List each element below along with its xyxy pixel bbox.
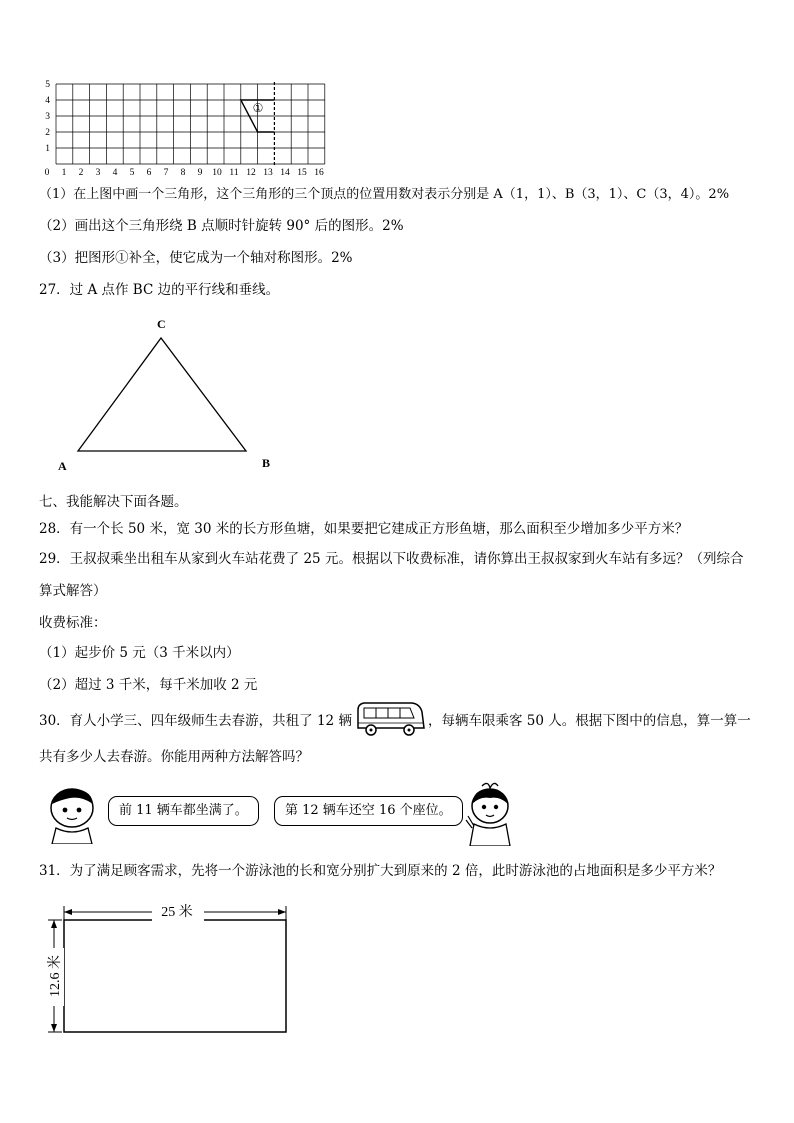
width-label: 12.6 米	[48, 955, 63, 997]
boy-character-icon	[40, 784, 104, 844]
speech-bubble-left: 前 11 辆车都坐满了。	[108, 796, 259, 826]
x-tick-label: 6	[146, 168, 152, 176]
q26-part-1: （1）在上图中画一个三角形，这个三角形的三个顶点的位置用数对表示分别是 A（1，1）、B（3，1）、C（3，4）。2%	[39, 187, 730, 202]
bus-icon	[354, 698, 426, 740]
girl-character-icon	[460, 780, 516, 846]
x-tick-label: 8	[180, 168, 186, 176]
y-tick-label: 2	[45, 128, 50, 138]
section-7-title: 七、我能解决下面各题。	[39, 494, 188, 510]
x-tick-label: 11	[229, 168, 239, 176]
y-tick-labels	[45, 80, 50, 154]
q29-standard-title: 收费标准：	[39, 615, 107, 631]
shape-one-label: ①	[252, 101, 264, 115]
pool-rectangle	[64, 920, 286, 1032]
triangle-abc	[78, 338, 246, 451]
x-tick-label: 7	[163, 168, 169, 176]
x-tick-label: 1	[61, 168, 67, 176]
x-tick-label: 16	[314, 168, 324, 176]
q26-part-3: （3）把图形①补全，使它成为一个轴对称图形。2%	[39, 250, 353, 266]
q29-rule-1: （1）起步价 5 元（3 千米以内）	[39, 645, 240, 661]
x-tick-labels	[45, 168, 324, 176]
q29-line-2: 算式解答）	[39, 583, 107, 599]
x-tick-label: 3	[95, 168, 101, 176]
x-tick-label: 14	[280, 168, 290, 176]
q27-question: 27．过 A 点作 BC 边的平行线和垂线。	[39, 282, 280, 298]
x-tick-label: 5	[129, 168, 135, 176]
x-tick-label: 12	[246, 168, 256, 176]
vertex-label-b: B	[262, 456, 271, 470]
x-tick-label: 10	[212, 168, 222, 176]
coordinate-grid-figure	[36, 78, 326, 176]
x-tick-label: 0	[44, 168, 50, 176]
y-tick-label: 5	[45, 80, 50, 90]
x-tick-label: 9	[197, 168, 203, 176]
vertex-label-a: A	[58, 459, 67, 473]
q29-rule-2: （2）超过 3 千米，每千米加收 2 元	[39, 677, 258, 693]
vertex-label-c: C	[157, 317, 166, 331]
x-tick-label: 13	[263, 168, 273, 176]
x-tick-label: 4	[112, 168, 118, 176]
length-label: 25 米	[161, 905, 193, 920]
q30-line-2: 共有多少人去春游。你能用两种方法解答吗？	[39, 749, 309, 765]
q30-line-1b: ，每辆车限乘客 50 人。根据下图中的信息，算一算一	[428, 713, 751, 729]
q29-line-1: 29．王叔叔乘坐出租车从家到火车站花费了 25 元。根据以下收费标准，请你算出王叔叔家到火车站有多远？（列综合	[39, 551, 744, 567]
triangle-abc-figure	[50, 312, 280, 474]
q31-question: 31．为了满足顾客需求，先将一个游泳池的长和宽分别扩大到原来的 2 倍，此时游泳池的占地面积是多少平方米？	[39, 863, 722, 879]
q30-line-1a: 30．育人小学三、四年级师生去春游，共租了 12 辆	[39, 713, 352, 729]
pool-rectangle-figure	[40, 898, 300, 1038]
x-tick-label: 15	[297, 168, 307, 176]
q26-part-2: （2）画出这个三角形绕 B 点顺时针旋转 90° 后的图形。2%	[39, 218, 404, 234]
speech-bubble-right: 第 12 辆车还空 16 个座位。	[274, 796, 463, 826]
y-tick-label: 1	[45, 144, 50, 154]
x-tick-label: 2	[78, 168, 84, 176]
y-tick-label: 4	[45, 96, 50, 106]
y-tick-label: 3	[45, 112, 50, 122]
q28-question: 28．有一个长 50 米，宽 30 米的长方形鱼塘，如果要把它建成正方形鱼塘，那么面积至少增加多少平方米？	[39, 521, 689, 537]
grid-lines	[56, 84, 325, 164]
